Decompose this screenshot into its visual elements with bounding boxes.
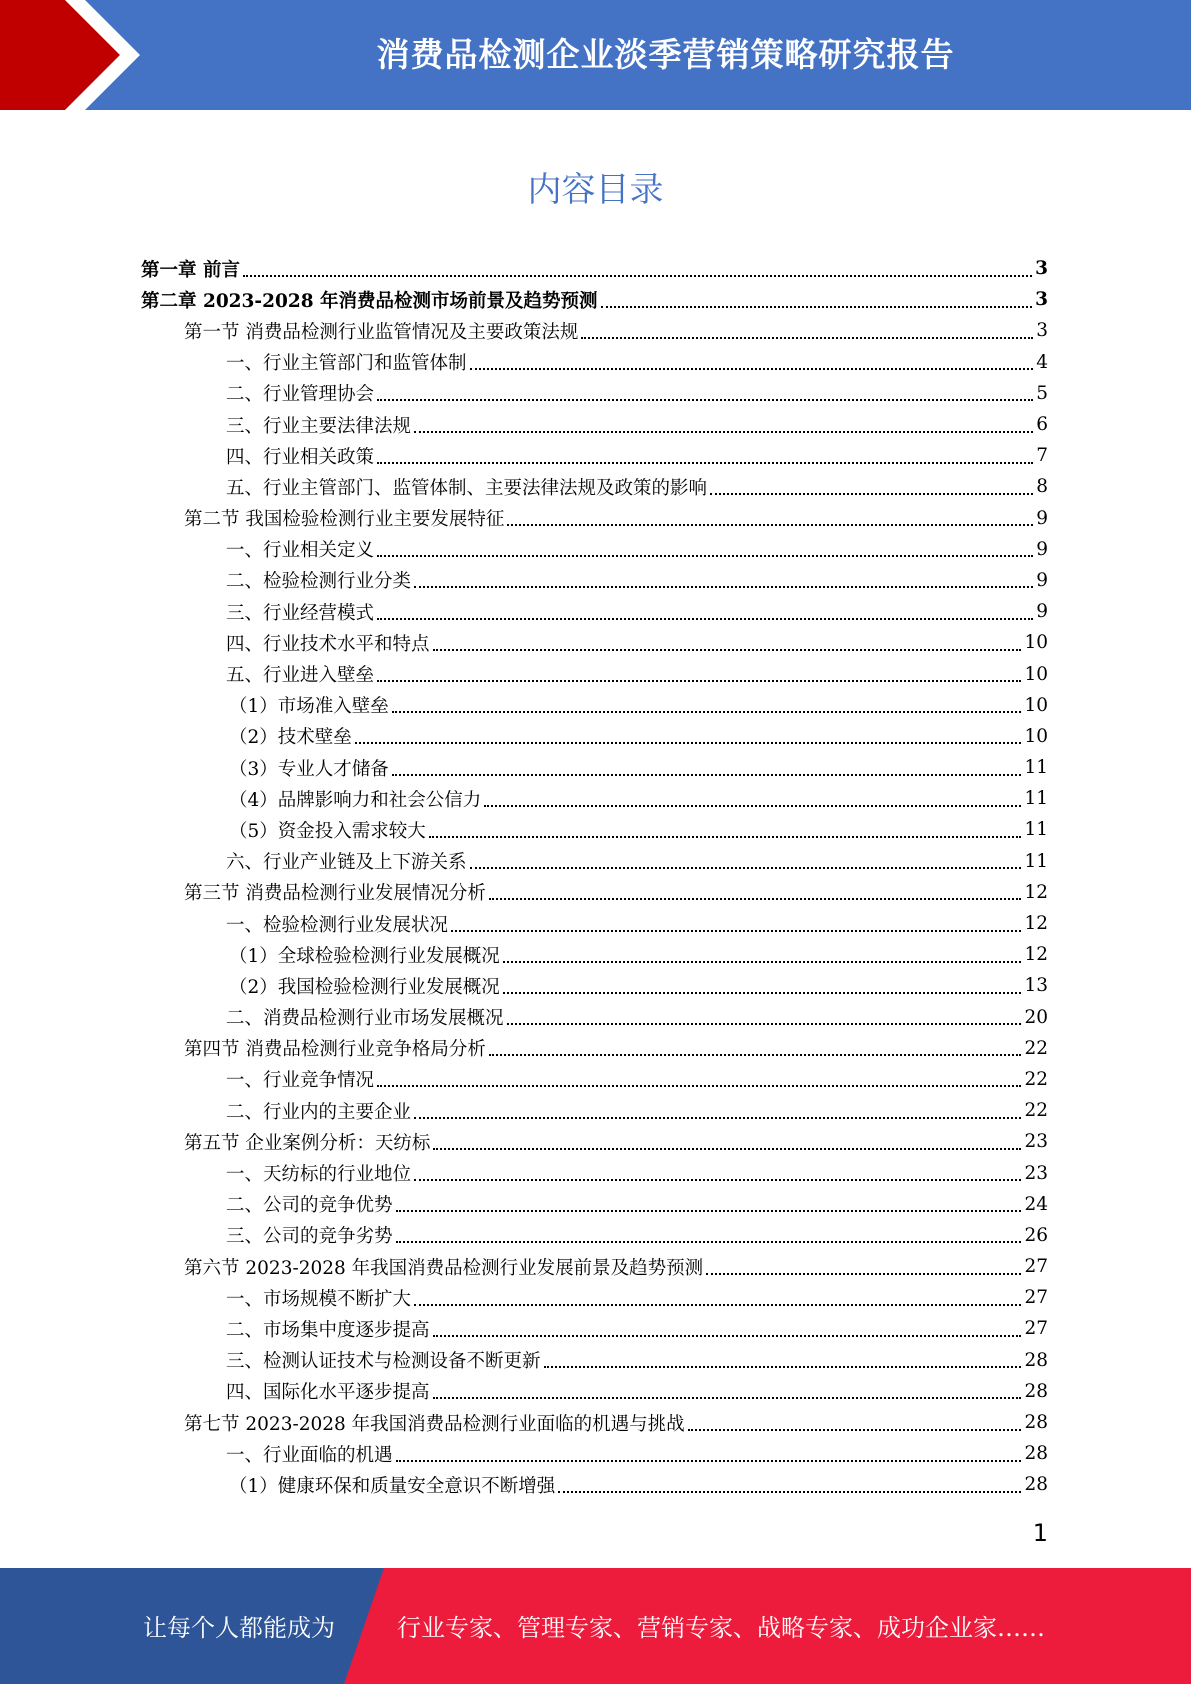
toc-entry-page: 28 (1024, 1443, 1048, 1465)
toc-dot-leader (484, 805, 1021, 807)
toc-entry-label: 第六节 2023-2028 年我国消费品检测行业发展前景及趋势预测 (184, 1257, 704, 1279)
toc-entry[interactable] (141, 721, 1048, 752)
toc-entry[interactable] (141, 970, 1048, 1001)
toc-dot-leader (414, 1304, 1021, 1306)
toc-entry[interactable] (141, 503, 1048, 534)
toc-entry-label: 一、检验检测行业发展状况 (226, 914, 449, 936)
toc-entry-page: 23 (1024, 1162, 1048, 1184)
toc-entry-page: 26 (1024, 1224, 1048, 1246)
footer-slogan-right: 行业专家、管理专家、营销专家、战略专家、成功企业家…… (397, 1614, 1045, 1642)
toc-entry-label: 一、行业主管部门和监管体制 (226, 353, 467, 375)
toc-entry-page: 10 (1024, 694, 1048, 716)
toc-dot-leader (392, 711, 1022, 713)
toc-entry-label: 二、公司的竞争优势 (226, 1195, 393, 1217)
toc-entry[interactable] (141, 846, 1048, 877)
toc-dot-leader (470, 867, 1022, 869)
toc-entry[interactable] (141, 658, 1048, 689)
toc-entry[interactable] (141, 1095, 1048, 1126)
toc-entry-label: 第三节 消费品检测行业发展情况分析 (184, 883, 486, 905)
toc-entry-label: （2）我国检验检测行业发展概况 (229, 976, 500, 998)
toc-entry[interactable] (141, 378, 1048, 409)
toc-entry-label: 一、天纺标的行业地位 (226, 1164, 412, 1186)
toc-dot-leader (688, 1429, 1022, 1431)
toc-entry-label: 四、行业相关政策 (226, 446, 375, 468)
toc-entry-page: 3 (1036, 320, 1048, 342)
toc-dot-leader (507, 1023, 1022, 1025)
toc-entry-label: 二、行业管理协会 (226, 384, 375, 406)
toc-dot-leader (355, 742, 1022, 744)
toc-dot-leader (470, 368, 1034, 370)
toc-entry-page: 9 (1036, 538, 1048, 560)
toc-entry-label: 第二节 我国检验检测行业主要发展特征 (184, 509, 505, 531)
toc-entry-label: 三、检测认证技术与检测设备不断更新 (226, 1351, 541, 1373)
toc-entry-page: 20 (1024, 1006, 1048, 1028)
toc-entry[interactable] (141, 814, 1048, 845)
toc-dot-leader (433, 1397, 1022, 1399)
header-chevron-icon (0, 0, 160, 110)
toc-entry-label: 第一节 消费品检测行业监管情况及主要政策法规 (184, 321, 579, 343)
toc-entry-label: 五、行业进入壁垒 (226, 665, 375, 687)
toc-entry[interactable] (141, 1220, 1048, 1251)
toc-entry-label: 一、行业面临的机遇 (226, 1444, 393, 1466)
toc-entry-page: 27 (1024, 1256, 1048, 1278)
toc-entry[interactable] (141, 783, 1048, 814)
toc-entry-page: 6 (1036, 414, 1048, 436)
toc-entry-page: 11 (1024, 819, 1048, 841)
toc-dot-leader (414, 1117, 1021, 1119)
toc-entry-page: 7 (1036, 445, 1048, 467)
toc-dot-leader (396, 1460, 1022, 1462)
toc-entry-page: 28 (1024, 1349, 1048, 1371)
toc-dot-leader (377, 462, 1033, 464)
toc-entry[interactable] (141, 347, 1048, 378)
toc-entry-label: 一、行业相关定义 (226, 540, 375, 562)
toc-entry-page: 10 (1024, 663, 1048, 685)
toc-dot-leader (451, 930, 1021, 932)
toc-entry-page: 10 (1024, 725, 1048, 747)
toc-dot-leader (433, 1148, 1021, 1150)
toc-dot-leader (581, 337, 1033, 339)
toc-entry-label: 第七节 2023-2028 年我国消费品检测行业面临的机遇与挑战 (184, 1413, 685, 1435)
toc-dot-leader (433, 1335, 1022, 1337)
toc-entry-label: 二、消费品检测行业市场发展概况 (226, 1008, 504, 1030)
toc-entry-label: 四、国际化水平逐步提高 (226, 1382, 430, 1404)
toc-dot-leader (503, 961, 1022, 963)
toc-entry-label: 五、行业主管部门、监管体制、主要法律法规及政策的影响 (226, 477, 708, 499)
toc-entry-page: 22 (1024, 1037, 1048, 1059)
toc-entry-label: 二、行业内的主要企业 (226, 1101, 412, 1123)
toc-entry[interactable] (141, 253, 1048, 284)
footer-slogan-left: 让每个人都能成为 (143, 1614, 335, 1642)
toc-entry[interactable] (141, 1126, 1048, 1157)
toc-entry-label: 第一章 前言 (141, 259, 240, 281)
toc-dot-leader (414, 431, 1033, 433)
report-title: 消费品检测企业淡季营销策略研究报告 (376, 35, 955, 74)
toc-dot-leader (706, 1273, 1021, 1275)
toc-entry[interactable] (141, 1469, 1048, 1500)
table-of-contents (141, 253, 1048, 1501)
toc-entry[interactable] (141, 1407, 1048, 1438)
toc-dot-leader (429, 836, 1022, 838)
toc-entry[interactable] (141, 1345, 1048, 1376)
toc-entry[interactable] (141, 565, 1048, 596)
toc-entry-page: 11 (1024, 850, 1048, 872)
toc-entry-page: 10 (1024, 632, 1048, 654)
toc-entry-page: 22 (1024, 1100, 1048, 1122)
toc-entry[interactable] (141, 534, 1048, 565)
toc-entry[interactable] (141, 1251, 1048, 1282)
toc-entry[interactable] (141, 1064, 1048, 1095)
toc-entry[interactable] (141, 440, 1048, 471)
toc-entry[interactable] (141, 939, 1048, 970)
toc-dot-leader (243, 275, 1032, 277)
toc-entry-label: 六、行业产业链及上下游关系 (226, 852, 467, 874)
toc-entry[interactable] (141, 409, 1048, 440)
toc-dot-leader (489, 1054, 1022, 1056)
toc-dot-leader (377, 555, 1033, 557)
toc-entry-page: 23 (1024, 1131, 1048, 1153)
toc-entry-label: （5）资金投入需求较大 (229, 820, 426, 842)
toc-entry-page: 24 (1024, 1193, 1048, 1215)
toc-entry-page: 28 (1024, 1380, 1048, 1402)
toc-entry-page: 8 (1036, 476, 1048, 498)
toc-dot-leader (414, 586, 1033, 588)
toc-entry[interactable] (141, 1376, 1048, 1407)
toc-entry-label: 二、检验检测行业分类 (226, 571, 412, 593)
toc-entry-label: 三、行业主要法律法规 (226, 415, 412, 437)
toc-entry-page: 27 (1024, 1287, 1048, 1309)
toc-entry-label: 二、市场集中度逐步提高 (226, 1319, 430, 1341)
toc-dot-leader (377, 1085, 1021, 1087)
toc-entry[interactable] (141, 627, 1048, 658)
toc-entry[interactable] (141, 877, 1048, 908)
toc-entry[interactable] (141, 284, 1048, 315)
toc-dot-leader (396, 1241, 1022, 1243)
toc-entry[interactable] (141, 1282, 1048, 1313)
toc-entry-page: 12 (1024, 944, 1048, 966)
footer-banner (0, 1568, 1191, 1684)
toc-entry-label: （1）市场准入壁垒 (229, 696, 389, 718)
toc-dot-leader (414, 1179, 1021, 1181)
toc-entry-label: 一、市场规模不断扩大 (226, 1288, 412, 1310)
toc-entry-label: 三、行业经营模式 (226, 602, 375, 624)
toc-entry[interactable] (141, 908, 1048, 939)
toc-entry-page: 9 (1036, 601, 1048, 623)
toc-dot-leader (710, 493, 1033, 495)
toc-dot-leader (503, 992, 1022, 994)
toc-entry-label: （1）全球检验检测行业发展概况 (229, 945, 500, 967)
toc-entry-page: 13 (1024, 975, 1048, 997)
toc-entry[interactable] (141, 1438, 1048, 1469)
toc-entry-label: （2）技术壁垒 (229, 727, 352, 749)
toc-entry[interactable] (141, 1189, 1048, 1220)
toc-entry-page: 9 (1036, 507, 1048, 529)
toc-entry[interactable] (141, 1313, 1048, 1344)
toc-entry[interactable] (141, 471, 1048, 502)
toc-entry[interactable] (141, 1033, 1048, 1064)
toc-entry-page: 11 (1024, 757, 1048, 779)
toc-dot-leader (489, 898, 1022, 900)
toc-entry-page: 9 (1036, 569, 1048, 591)
toc-entry-page: 3 (1035, 258, 1048, 280)
toc-entry-label: 第二章 2023-2028 年消费品检测市场前景及趋势预测 (141, 290, 598, 312)
toc-entry[interactable] (141, 690, 1048, 721)
toc-entry-label: 第五节 企业案例分析：天纺标 (184, 1132, 431, 1154)
toc-entry-label: （1）健康环保和质量安全意识不断增强 (229, 1475, 556, 1497)
toc-entry-label: （3）专业人才储备 (229, 758, 389, 780)
toc-entry-page: 4 (1036, 351, 1048, 373)
toc-entry-page: 5 (1036, 382, 1048, 404)
toc-entry-label: 第四节 消费品检测行业竞争格局分析 (184, 1039, 486, 1061)
toc-entry-page: 28 (1024, 1412, 1048, 1434)
toc-entry[interactable] (141, 315, 1048, 346)
toc-dot-leader (601, 306, 1033, 308)
toc-dot-leader (433, 649, 1022, 651)
toc-dot-leader (544, 1366, 1022, 1368)
toc-entry-label: 三、公司的竞争劣势 (226, 1226, 393, 1248)
toc-entry-label: （4）品牌影响力和社会公信力 (229, 789, 482, 811)
toc-entry-page: 27 (1024, 1318, 1048, 1340)
toc-dot-leader (377, 680, 1021, 682)
toc-entry-page: 22 (1024, 1068, 1048, 1090)
toc-entry-label: 四、行业技术水平和特点 (226, 633, 430, 655)
toc-entry-page: 28 (1024, 1474, 1048, 1496)
page-number: 1 (1032, 1519, 1048, 1547)
toc-dot-leader (558, 1491, 1021, 1493)
toc-heading: 内容目录 (527, 170, 664, 210)
toc-entry[interactable] (141, 1002, 1048, 1033)
toc-entry[interactable] (141, 752, 1048, 783)
toc-entry-page: 3 (1035, 289, 1048, 311)
header-banner (0, 0, 1191, 110)
toc-entry[interactable] (141, 1157, 1048, 1188)
toc-entry-page: 12 (1024, 881, 1048, 903)
toc-dot-leader (377, 399, 1033, 401)
toc-entry-page: 12 (1024, 913, 1048, 935)
toc-dot-leader (396, 1210, 1022, 1212)
toc-entry-page: 11 (1024, 788, 1048, 810)
toc-entry-label: 一、行业竞争情况 (226, 1070, 375, 1092)
toc-dot-leader (392, 774, 1022, 776)
toc-dot-leader (377, 618, 1033, 620)
toc-dot-leader (507, 524, 1033, 526)
toc-entry[interactable] (141, 596, 1048, 627)
